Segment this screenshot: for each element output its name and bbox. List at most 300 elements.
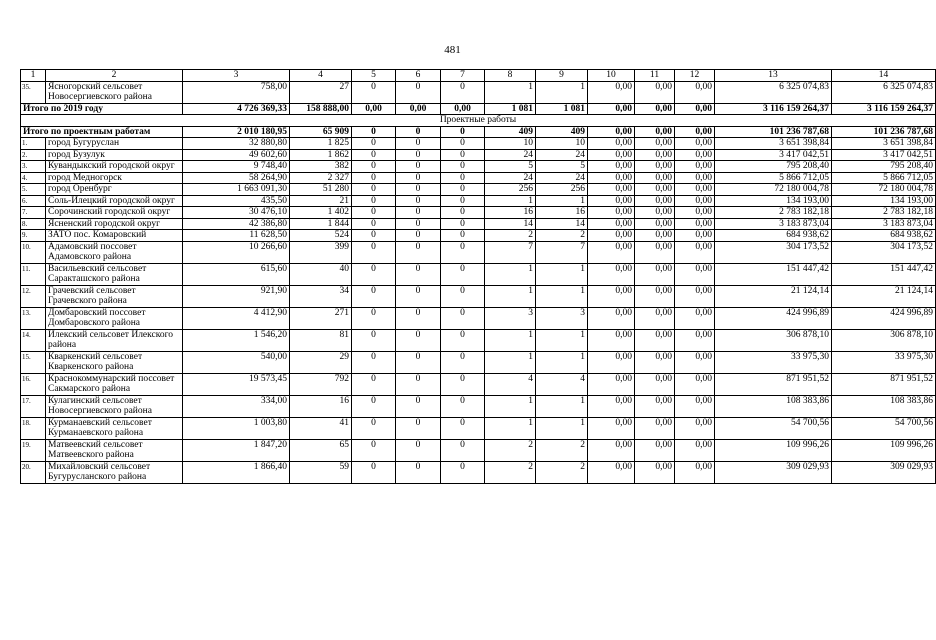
table-row xyxy=(21,373,936,395)
row-index: 5. xyxy=(21,184,46,196)
cell-c6: 0 xyxy=(396,241,441,263)
cell-c5: 0 xyxy=(352,439,396,461)
cell-c3: 11 628,50 xyxy=(183,230,290,242)
page-number: 481 xyxy=(444,44,461,56)
cell-c8: 4 xyxy=(485,373,536,395)
row-index: 8. xyxy=(21,218,46,230)
cell-c3: 9 748,40 xyxy=(183,161,290,173)
cell-c8: 1 xyxy=(485,351,536,373)
cell-c11: 0,00 xyxy=(635,81,675,103)
cell-c5: 0 xyxy=(352,138,396,150)
cell-c8: 5 xyxy=(485,161,536,173)
cell-c7: 0 xyxy=(441,461,485,483)
column-header: 9 xyxy=(536,70,588,82)
row-index: 14. xyxy=(21,329,46,351)
table-row xyxy=(21,307,936,329)
cell-c7: 0 xyxy=(441,207,485,219)
cell-c9: 24 xyxy=(536,149,588,161)
cell-c4: 792 xyxy=(290,373,352,395)
cell-c12: 0,00 xyxy=(675,439,715,461)
section-row xyxy=(21,115,936,127)
total-c10: 0,00 xyxy=(588,103,635,115)
cell-c4: 40 xyxy=(290,263,352,285)
total-c4: 65 909 xyxy=(290,126,352,138)
cell-c13: 306 878,10 xyxy=(715,329,832,351)
cell-c12: 0,00 xyxy=(675,195,715,207)
row-name: Соль-Илецкий городской округ xyxy=(46,195,183,207)
cell-c12: 0,00 xyxy=(675,230,715,242)
cell-c9: 1 xyxy=(536,195,588,207)
cell-c8: 2 xyxy=(485,230,536,242)
cell-c5: 0 xyxy=(352,461,396,483)
column-header: 2 xyxy=(46,70,183,82)
cell-c4: 59 xyxy=(290,461,352,483)
cell-c14: 3 417 042,51 xyxy=(832,149,936,161)
cell-c9: 1 xyxy=(536,417,588,439)
row-name: Кваркенский сельсовет Кваркенского района xyxy=(46,351,183,373)
cell-c5: 0 xyxy=(352,417,396,439)
table-row xyxy=(21,161,936,173)
row-name: Краснокоммунарский поссовет Сакмарского района xyxy=(46,373,183,395)
cell-c10: 0,00 xyxy=(588,263,635,285)
total-label: Итого по проектным работам xyxy=(21,126,183,138)
total-c12: 0,00 xyxy=(675,126,715,138)
cell-c14: 306 878,10 xyxy=(832,329,936,351)
total-c4: 158 888,00 xyxy=(290,103,352,115)
cell-c14: 871 951,52 xyxy=(832,373,936,395)
cell-c4: 382 xyxy=(290,161,352,173)
row-name: Ясногорский сельсовет Новосергиевского района xyxy=(46,81,183,103)
cell-c8: 3 xyxy=(485,307,536,329)
row-index: 1. xyxy=(21,138,46,150)
cell-c14: 21 124,14 xyxy=(832,285,936,307)
cell-c8: 1 xyxy=(485,285,536,307)
row-name: Матвеевский сельсовет Матвеевского района xyxy=(46,439,183,461)
cell-c3: 4 412,90 xyxy=(183,307,290,329)
row-index: 2. xyxy=(21,149,46,161)
total-c13: 3 116 159 264,37 xyxy=(715,103,832,115)
cell-c4: 1 862 xyxy=(290,149,352,161)
cell-c11: 0,00 xyxy=(635,285,675,307)
cell-c13: 3 651 398,84 xyxy=(715,138,832,150)
total-c11: 0,00 xyxy=(635,126,675,138)
cell-c7: 0 xyxy=(441,149,485,161)
column-header: 1 xyxy=(21,70,46,82)
cell-c5: 0 xyxy=(352,285,396,307)
cell-c10: 0,00 xyxy=(588,307,635,329)
cell-c7: 0 xyxy=(441,373,485,395)
cell-c14: 54 700,56 xyxy=(832,417,936,439)
cell-c9: 1 xyxy=(536,351,588,373)
cell-c4: 51 280 xyxy=(290,184,352,196)
table-row xyxy=(21,285,936,307)
column-header: 4 xyxy=(290,70,352,82)
cell-c14: 3 651 398,84 xyxy=(832,138,936,150)
row-index: 7. xyxy=(21,207,46,219)
cell-c3: 758,00 xyxy=(183,81,290,103)
cell-c11: 0,00 xyxy=(635,161,675,173)
cell-c10: 0,00 xyxy=(588,230,635,242)
column-header: 6 xyxy=(396,70,441,82)
cell-c5: 0 xyxy=(352,263,396,285)
cell-c13: 3 417 042,51 xyxy=(715,149,832,161)
cell-c3: 42 386,80 xyxy=(183,218,290,230)
cell-c5: 0 xyxy=(352,218,396,230)
cell-c7: 0 xyxy=(441,161,485,173)
cell-c14: 134 193,00 xyxy=(832,195,936,207)
column-header: 11 xyxy=(635,70,675,82)
cell-c3: 1 003,80 xyxy=(183,417,290,439)
total-c5: 0,00 xyxy=(352,103,396,115)
cell-c12: 0,00 xyxy=(675,81,715,103)
cell-c3: 10 266,60 xyxy=(183,241,290,263)
cell-c6: 0 xyxy=(396,161,441,173)
cell-c8: 16 xyxy=(485,207,536,219)
cell-c4: 27 xyxy=(290,81,352,103)
cell-c4: 34 xyxy=(290,285,352,307)
cell-c12: 0,00 xyxy=(675,417,715,439)
column-header-row xyxy=(21,70,936,82)
cell-c5: 0 xyxy=(352,373,396,395)
cell-c13: 33 975,30 xyxy=(715,351,832,373)
cell-c6: 0 xyxy=(396,195,441,207)
row-index: 6. xyxy=(21,195,46,207)
row-name: Кувандыкский городской округ xyxy=(46,161,183,173)
cell-c14: 3 183 873,04 xyxy=(832,218,936,230)
cell-c5: 0 xyxy=(352,207,396,219)
cell-c13: 871 951,52 xyxy=(715,373,832,395)
table-row xyxy=(21,241,936,263)
total-c3: 2 010 180,95 xyxy=(183,126,290,138)
cell-c6: 0 xyxy=(396,263,441,285)
cell-c11: 0,00 xyxy=(635,329,675,351)
cell-c13: 3 183 873,04 xyxy=(715,218,832,230)
cell-c8: 24 xyxy=(485,149,536,161)
cell-c9: 1 xyxy=(536,285,588,307)
cell-c7: 0 xyxy=(441,184,485,196)
row-index: 13. xyxy=(21,307,46,329)
cell-c4: 1 844 xyxy=(290,218,352,230)
cell-c12: 0,00 xyxy=(675,218,715,230)
cell-c11: 0,00 xyxy=(635,184,675,196)
cell-c6: 0 xyxy=(396,149,441,161)
table-row xyxy=(21,149,936,161)
cell-c5: 0 xyxy=(352,184,396,196)
cell-c8: 1 xyxy=(485,329,536,351)
table-row xyxy=(21,439,936,461)
total-c10: 0,00 xyxy=(588,126,635,138)
cell-c12: 0,00 xyxy=(675,207,715,219)
cell-c12: 0,00 xyxy=(675,329,715,351)
cell-c9: 256 xyxy=(536,184,588,196)
cell-c3: 921,90 xyxy=(183,285,290,307)
row-index: 19. xyxy=(21,439,46,461)
column-header: 5 xyxy=(352,70,396,82)
row-name: Курманаевский сельсовет Курманаевского района xyxy=(46,417,183,439)
cell-c9: 1 xyxy=(536,81,588,103)
cell-c7: 0 xyxy=(441,329,485,351)
cell-c8: 1 xyxy=(485,263,536,285)
total-c6: 0 xyxy=(396,126,441,138)
cell-c4: 1 825 xyxy=(290,138,352,150)
cell-c8: 1 xyxy=(485,81,536,103)
table-row xyxy=(21,195,936,207)
total-c8: 409 xyxy=(485,126,536,138)
cell-c12: 0,00 xyxy=(675,241,715,263)
cell-c11: 0,00 xyxy=(635,195,675,207)
row-name: Илекский сельсовет Илекского района xyxy=(46,329,183,351)
cell-c4: 524 xyxy=(290,230,352,242)
cell-c10: 0,00 xyxy=(588,285,635,307)
cell-c12: 0,00 xyxy=(675,373,715,395)
cell-c14: 72 180 004,78 xyxy=(832,184,936,196)
row-index: 35. xyxy=(21,81,46,103)
cell-c10: 0,00 xyxy=(588,351,635,373)
row-index: 12. xyxy=(21,285,46,307)
cell-c5: 0 xyxy=(352,307,396,329)
cell-c3: 19 573,45 xyxy=(183,373,290,395)
cell-c9: 2 xyxy=(536,439,588,461)
cell-c11: 0,00 xyxy=(635,417,675,439)
cell-c3: 58 264,90 xyxy=(183,172,290,184)
cell-c10: 0,00 xyxy=(588,184,635,196)
cell-c5: 0 xyxy=(352,351,396,373)
table-row xyxy=(21,172,936,184)
cell-c13: 109 996,26 xyxy=(715,439,832,461)
cell-c8: 24 xyxy=(485,172,536,184)
table-row xyxy=(21,230,936,242)
cell-c11: 0,00 xyxy=(635,263,675,285)
cell-c6: 0 xyxy=(396,138,441,150)
cell-c11: 0,00 xyxy=(635,351,675,373)
cell-c7: 0 xyxy=(441,307,485,329)
cell-c6: 0 xyxy=(396,329,441,351)
total-c8: 1 081 xyxy=(485,103,536,115)
cell-c7: 0 xyxy=(441,195,485,207)
cell-c8: 256 xyxy=(485,184,536,196)
cell-c13: 108 383,86 xyxy=(715,395,832,417)
cell-c8: 1 xyxy=(485,195,536,207)
cell-c11: 0,00 xyxy=(635,439,675,461)
total-c11: 0,00 xyxy=(635,103,675,115)
cell-c6: 0 xyxy=(396,207,441,219)
cell-c12: 0,00 xyxy=(675,351,715,373)
cell-c10: 0,00 xyxy=(588,149,635,161)
cell-c9: 24 xyxy=(536,172,588,184)
total-2019-row xyxy=(21,103,936,115)
cell-c13: 72 180 004,78 xyxy=(715,184,832,196)
total-c5: 0 xyxy=(352,126,396,138)
cell-c12: 0,00 xyxy=(675,138,715,150)
cell-c10: 0,00 xyxy=(588,395,635,417)
cell-c12: 0,00 xyxy=(675,161,715,173)
cell-c7: 0 xyxy=(441,172,485,184)
cell-c7: 0 xyxy=(441,263,485,285)
cell-c11: 0,00 xyxy=(635,138,675,150)
cell-c8: 1 xyxy=(485,395,536,417)
table-row xyxy=(21,207,936,219)
cell-c13: 2 783 182,18 xyxy=(715,207,832,219)
cell-c5: 0 xyxy=(352,395,396,417)
total-c9: 1 081 xyxy=(536,103,588,115)
cell-c8: 7 xyxy=(485,241,536,263)
cell-c10: 0,00 xyxy=(588,172,635,184)
column-header: 7 xyxy=(441,70,485,82)
table-row xyxy=(21,218,936,230)
cell-c5: 0 xyxy=(352,230,396,242)
cell-c6: 0 xyxy=(396,184,441,196)
cell-c10: 0,00 xyxy=(588,207,635,219)
cell-c10: 0,00 xyxy=(588,81,635,103)
cell-c8: 2 xyxy=(485,439,536,461)
cell-c11: 0,00 xyxy=(635,241,675,263)
cell-c6: 0 xyxy=(396,351,441,373)
column-header: 12 xyxy=(675,70,715,82)
row-index: 3. xyxy=(21,161,46,173)
cell-c13: 304 173,52 xyxy=(715,241,832,263)
row-name: город Бузулук xyxy=(46,149,183,161)
total-c13: 101 236 787,68 xyxy=(715,126,832,138)
cell-c14: 33 975,30 xyxy=(832,351,936,373)
cell-c13: 6 325 074,83 xyxy=(715,81,832,103)
row-name: Домбаровский поссовет Домбаровского района xyxy=(46,307,183,329)
cell-c14: 424 996,89 xyxy=(832,307,936,329)
total-c6: 0,00 xyxy=(396,103,441,115)
cell-c3: 1 546,20 xyxy=(183,329,290,351)
cell-c7: 0 xyxy=(441,138,485,150)
total-c14: 3 116 159 264,37 xyxy=(832,103,936,115)
cell-c4: 2 327 xyxy=(290,172,352,184)
row-name: Васильевский сельсовет Саракташского района xyxy=(46,263,183,285)
cell-c3: 1 866,40 xyxy=(183,461,290,483)
cell-c13: 424 996,89 xyxy=(715,307,832,329)
cell-c3: 49 602,60 xyxy=(183,149,290,161)
column-header: 3 xyxy=(183,70,290,82)
cell-c6: 0 xyxy=(396,439,441,461)
cell-c6: 0 xyxy=(396,307,441,329)
cell-c9: 1 xyxy=(536,395,588,417)
row-name: ЗАТО пос. Комаровский xyxy=(46,230,183,242)
cell-c13: 21 124,14 xyxy=(715,285,832,307)
cell-c14: 109 996,26 xyxy=(832,439,936,461)
cell-c8: 2 xyxy=(485,461,536,483)
cell-c13: 684 938,62 xyxy=(715,230,832,242)
cell-c6: 0 xyxy=(396,373,441,395)
column-header: 13 xyxy=(715,70,832,82)
cell-c6: 0 xyxy=(396,172,441,184)
table-row xyxy=(21,351,936,373)
cell-c9: 16 xyxy=(536,207,588,219)
cell-c6: 0 xyxy=(396,81,441,103)
cell-c14: 304 173,52 xyxy=(832,241,936,263)
cell-c5: 0 xyxy=(352,81,396,103)
cell-c14: 309 029,93 xyxy=(832,461,936,483)
cell-c14: 795 208,40 xyxy=(832,161,936,173)
cell-c10: 0,00 xyxy=(588,161,635,173)
cell-c7: 0 xyxy=(441,395,485,417)
cell-c10: 0,00 xyxy=(588,373,635,395)
cell-c11: 0,00 xyxy=(635,149,675,161)
row-name: Михайловский сельсовет Бугурусланского района xyxy=(46,461,183,483)
row-index: 18. xyxy=(21,417,46,439)
cell-c4: 21 xyxy=(290,195,352,207)
cell-c12: 0,00 xyxy=(675,172,715,184)
cell-c11: 0,00 xyxy=(635,218,675,230)
cell-c14: 2 783 182,18 xyxy=(832,207,936,219)
table-row xyxy=(21,184,936,196)
cell-c3: 1 663 091,30 xyxy=(183,184,290,196)
cell-c13: 134 193,00 xyxy=(715,195,832,207)
total-c14: 101 236 787,68 xyxy=(832,126,936,138)
table-row xyxy=(21,395,936,417)
cell-c12: 0,00 xyxy=(675,461,715,483)
total-c3: 4 726 369,33 xyxy=(183,103,290,115)
cell-c7: 0 xyxy=(441,417,485,439)
column-header: 8 xyxy=(485,70,536,82)
row-name: город Медногорск xyxy=(46,172,183,184)
cell-c3: 30 476,10 xyxy=(183,207,290,219)
cell-c3: 334,00 xyxy=(183,395,290,417)
cell-c7: 0 xyxy=(441,351,485,373)
cell-c13: 54 700,56 xyxy=(715,417,832,439)
cell-c12: 0,00 xyxy=(675,263,715,285)
cell-c4: 41 xyxy=(290,417,352,439)
cell-c8: 1 xyxy=(485,417,536,439)
row-name: Грачевский сельсовет Грачевского района xyxy=(46,285,183,307)
data-table xyxy=(20,69,936,484)
cell-c6: 0 xyxy=(396,461,441,483)
cell-c5: 0 xyxy=(352,161,396,173)
table-row xyxy=(21,461,936,483)
cell-c9: 5 xyxy=(536,161,588,173)
cell-c4: 81 xyxy=(290,329,352,351)
cell-c10: 0,00 xyxy=(588,417,635,439)
cell-c7: 0 xyxy=(441,241,485,263)
cell-c4: 29 xyxy=(290,351,352,373)
cell-c14: 108 383,86 xyxy=(832,395,936,417)
cell-c9: 1 xyxy=(536,329,588,351)
cell-c11: 0,00 xyxy=(635,207,675,219)
cell-c4: 65 xyxy=(290,439,352,461)
cell-c3: 32 880,80 xyxy=(183,138,290,150)
row-name: Адамовский поссовет Адамовского района xyxy=(46,241,183,263)
cell-c7: 0 xyxy=(441,439,485,461)
cell-c4: 399 xyxy=(290,241,352,263)
cell-c9: 2 xyxy=(536,230,588,242)
row-index: 15. xyxy=(21,351,46,373)
total-label: Итого по 2019 году xyxy=(21,103,183,115)
cell-c11: 0,00 xyxy=(635,461,675,483)
table-row xyxy=(21,81,936,103)
cell-c14: 684 938,62 xyxy=(832,230,936,242)
row-name: Кулагинский сельсовет Новосергиевского района xyxy=(46,395,183,417)
row-name: город Оренбург xyxy=(46,184,183,196)
cell-c8: 10 xyxy=(485,138,536,150)
cell-c5: 0 xyxy=(352,241,396,263)
row-index: 10. xyxy=(21,241,46,263)
total-project-row xyxy=(21,126,936,138)
cell-c4: 16 xyxy=(290,395,352,417)
cell-c10: 0,00 xyxy=(588,439,635,461)
cell-c14: 5 866 712,05 xyxy=(832,172,936,184)
cell-c7: 0 xyxy=(441,81,485,103)
cell-c6: 0 xyxy=(396,395,441,417)
cell-c10: 0,00 xyxy=(588,138,635,150)
table-row xyxy=(21,138,936,150)
cell-c9: 14 xyxy=(536,218,588,230)
cell-c6: 0 xyxy=(396,417,441,439)
cell-c9: 2 xyxy=(536,461,588,483)
